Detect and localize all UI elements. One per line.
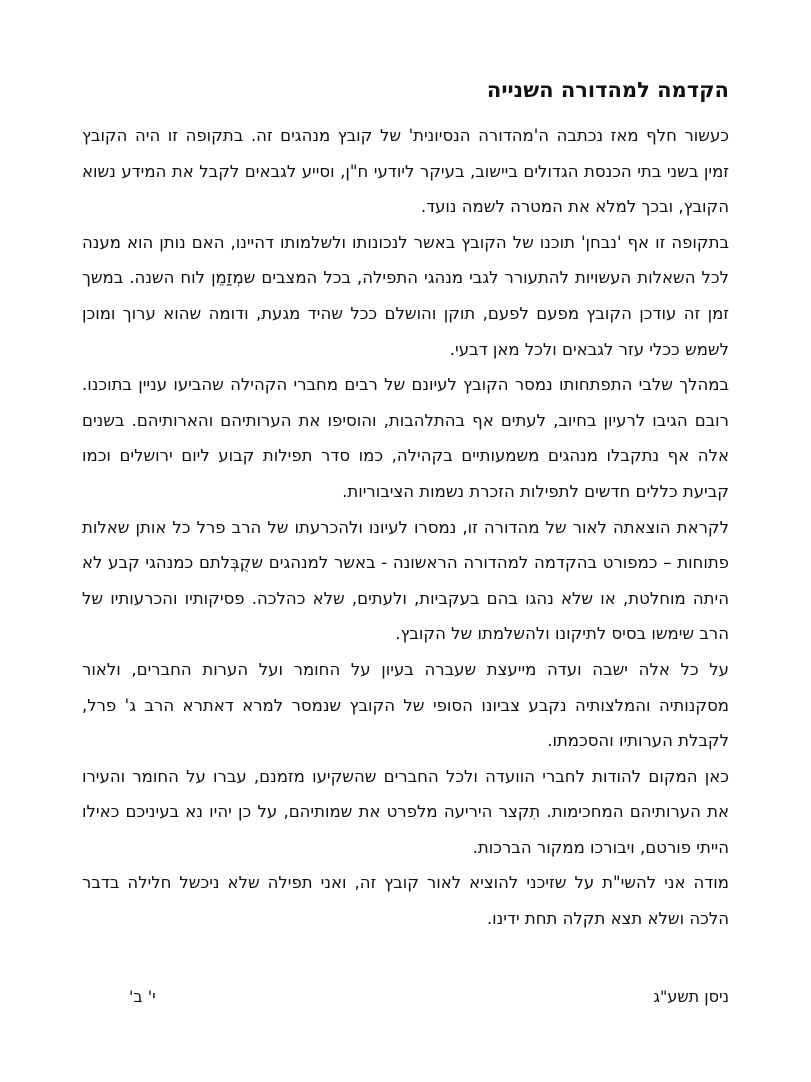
document-body: [82, 118, 729, 937]
paragraph: מודה אני להשי"ת על שזיכני להוציא לאור קובץ זה, ואני תפילה שלא ניכשל חלילה בדבר הלכה ושלא תצא תקלה תחת ידינו.: [82, 873, 729, 929]
footer-day: י' ב': [129, 987, 156, 1006]
paragraph: בתקופה זו אף 'נבחן' תוכנו של הקובץ באשר לנכונותו ולשלמותו דהיינו, האם נותן הוא מענה לכל השאלות העשויות להתעורר לגבי מנהגי התפילה, בכל המצבים שמְזַמֵן לוח השנה. במשך זמן זה עודכן הקובץ מפעם לפעם, תוקן והושלם ככל שהיד מגעת, ודומה שהוא ערוך ומוכן לשמש ככלי עזר לגבאים ולכל מאן דבעי.: [82, 232, 729, 359]
paragraph: לקראת הוצאתה לאור של מהדורה זו, נמסרו לעיונו ולהכרעתו של הרב פרל כל אותן שאלות פתוחות – כמפורט בהקדמה למהדורה הראשונה - באשר למנהגים שקֻבְּלתם כמנהגי קבע לא היתה מוחלטת, או שלא נהגו בהם בעקביות, ולעתים, שלא כהלכה. פסיקותיו והכרעותיו של הרב שימשו בסיס לתיקונו ולהשלמתו של הקובץ.: [82, 517, 729, 644]
paragraph: על כל אלה ישבה ועדה מייעצת שעברה בעיון על החומר ועל הערות החברים, ולאור מסקנותיה והמלצותיה נקבע צביונו הסופי של הקובץ שנמסר למרא דאתרא הרב ג' פרל, לקבלת הערותיו והסכמתו.: [82, 659, 729, 751]
paragraph: כאן המקום להודות לחברי הוועדה ולכל החברים שהשקיעו מזמנם, עברו על החומר והעירו את הערותיהם המחכימות. תִקצר היריעה מלפרט את שמותיהם, על כן יהיו נא בעיניכם כאילו הייתי פורטם, ויבורכו ממקור הברכות.: [82, 766, 729, 857]
document-title: הקדמה למהדורה השנייה: [486, 78, 729, 102]
paragraph: כעשור חלף מאז נכתבה ה'מהדורה הנסיונית' של קובץ מנהגים זה. בתקופה זו היה הקובץ זמין בשני בתי הכנסת הגדולים ביישוב, בעיקר ליודעי ח"ן, וסייע לגבאים לקבל את המידע נשוא הקובץ, ובכך למלא את המטרה לשמה נועד.: [82, 126, 729, 217]
footer-month-year: ניסן תשע"ג: [653, 987, 729, 1006]
document-footer: [129, 982, 729, 1012]
paragraph: במהלך שלבי התפתחותו נמסר הקובץ לעיונם של רבים מחברי הקהילה שהביעו עניין בתוכנו. רובם הגיבו לרעיון בחיוב, לעתים אף בהתלהבות, והוסיפו את הערותיהם והארותיהם. בשנים אלה אף נתקבלו מנהגים משמעותיים בקהילה, כמו סדר תפילות קבוע ליום ירושלים וכמו קביעת כללים חדשים לתפילות הזכרת נשמות הציבוריות.: [82, 375, 729, 501]
